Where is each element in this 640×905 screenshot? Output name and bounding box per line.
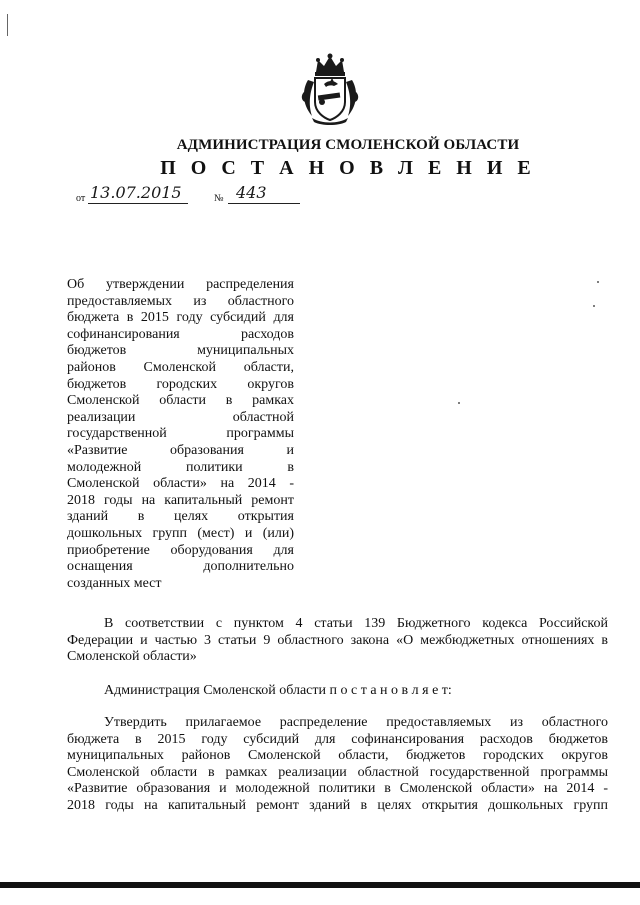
scan-edge-mark xyxy=(7,14,8,36)
subject-line: софинансирования расходов xyxy=(67,326,294,342)
paragraph-line: 2018 годы на капитальный ремонт зданий в целях открытия дошкольных групп xyxy=(67,797,608,813)
subject-line: 2018 годы на капитальный ремонт xyxy=(67,492,294,508)
subject-line: оснащения дополнительно xyxy=(67,559,294,575)
paragraph-line: Администрация Смоленской области п о с т а н о в л я е т: xyxy=(104,683,452,698)
date-underline xyxy=(88,203,188,204)
number-value: 443 xyxy=(236,183,267,202)
subject-line: «Развитие образования и xyxy=(67,442,294,458)
scan-speck xyxy=(597,281,599,283)
date-label: от xyxy=(76,193,86,204)
paragraph-line: Смоленской области» xyxy=(67,649,197,665)
paragraph-line: Федерации и частью 3 статьи 9 областного закона «О межбюджетных отношениях в xyxy=(67,632,608,648)
date-value: 13.07.2015 xyxy=(90,183,182,202)
scan-speck xyxy=(593,305,595,307)
subject-line: государственной программы xyxy=(67,426,294,442)
number-label: № xyxy=(214,193,224,204)
decision-paragraph xyxy=(67,715,608,815)
document-type-heading: П О С Т А Н О В Л Е Н И Е xyxy=(160,157,536,179)
organization-title: АДМИНИСТРАЦИЯ СМОЛЕНСКОЙ ОБЛАСТИ xyxy=(176,137,520,153)
paragraph-line: Утвердить прилагаемое распределение предоставляемых из областного xyxy=(104,715,608,730)
subject-line: районов Смоленской области, xyxy=(67,359,294,375)
scan-bottom-edge xyxy=(0,882,640,888)
date-number-row xyxy=(76,183,316,207)
subject-line: бюджетов муниципальных xyxy=(67,343,294,359)
subject-line: приобретение оборудования для xyxy=(67,542,294,558)
subject-line: дошкольных групп (мест) и (или) xyxy=(67,525,294,541)
document-subject xyxy=(67,277,294,592)
resolution-clause xyxy=(67,683,608,700)
subject-line: Об утверждении распределения xyxy=(67,277,294,292)
paragraph-line: «Развитие образования и молодежной политики в Смоленской области» на 2014 - xyxy=(67,781,608,797)
subject-line: предоставляемых из областного xyxy=(67,293,294,309)
subject-line: созданных мест xyxy=(67,575,162,591)
subject-line: реализации областной xyxy=(67,409,294,425)
subject-line: зданий в целях открытия xyxy=(67,509,294,525)
subject-line: Смоленской области в рамках xyxy=(67,393,294,409)
smolensk-coat-of-arms-icon xyxy=(298,52,362,126)
preamble-paragraph xyxy=(67,616,608,666)
subject-line: бюджета в 2015 году субсидий для xyxy=(67,310,294,326)
scan-speck xyxy=(458,402,460,404)
number-underline xyxy=(228,203,300,204)
subject-line: Смоленской области» на 2014 - xyxy=(67,476,294,492)
paragraph-line: муниципальных районов Смоленской области, бюджетов городских округов xyxy=(67,748,608,764)
subject-line: бюджетов городских округов xyxy=(67,376,294,392)
paragraph-line: бюджета в 2015 году субсидий для софинансирования расходов бюджетов xyxy=(67,731,608,747)
paragraph-line: Смоленской области в рамках реализации областной государственной программы xyxy=(67,764,608,780)
subject-line: молодежной политики в xyxy=(67,459,294,475)
paragraph-line: В соответствии с пунктом 4 статьи 139 Бюджетного кодекса Российской xyxy=(104,616,608,631)
